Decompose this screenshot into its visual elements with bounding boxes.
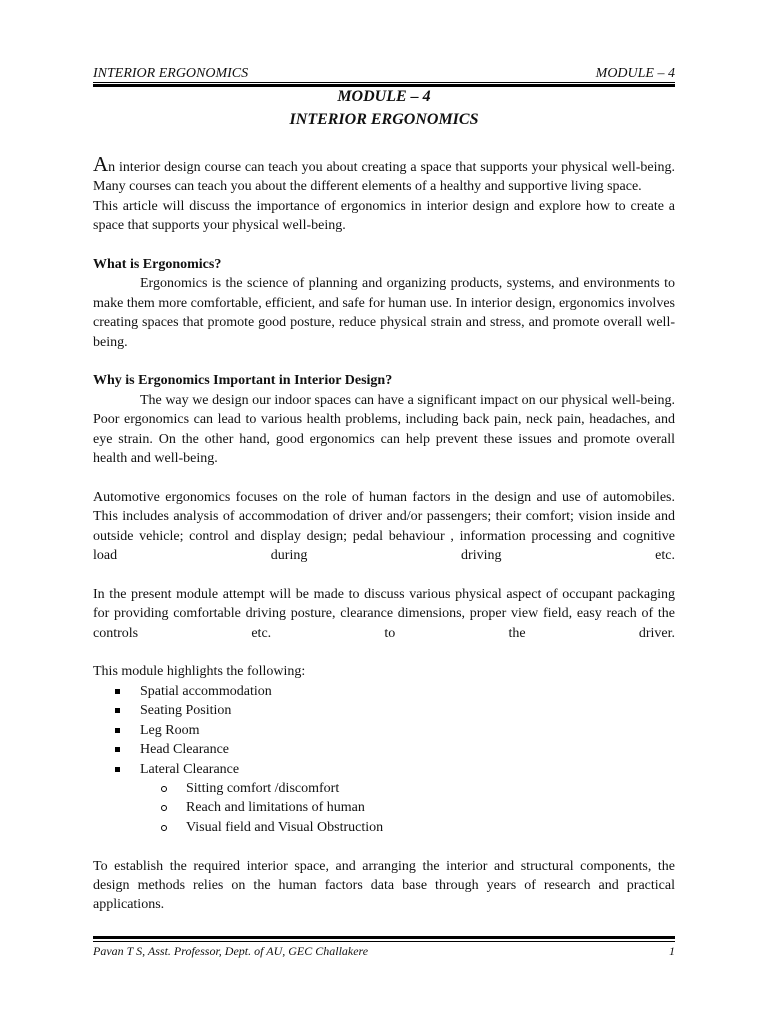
module-title: MODULE – 4	[337, 88, 431, 105]
sub-list-item: Reach and limitations of human	[93, 798, 675, 817]
section-why-important-body: The way we design our indoor spaces can have a significant impact on our physical well-being. Poor ergonomics can lead to various health problems, including back pain, neck pain, headaches, and eye strain. On the other hand, good ergonomics can help prevent these issues and promote overall health and well-being.	[93, 392, 675, 467]
closing-paragraph: To establish the required interior space, and arranging the interior and structural components, the design methods relies on the human factors data base through years of research and practical applications.	[93, 858, 675, 913]
automotive-paragraph: Automotive ergonomics focuses on the role of human factors in the design and use of automobiles. This includes analysis of accommodation of driver and/or passengers; their comfort; vision inside and outside vehicle; control and display design; pedal behaviour , information processing and cognitive load during driving etc.	[93, 489, 675, 564]
drop-cap: A	[93, 152, 109, 176]
square-bullet-icon	[115, 708, 120, 713]
sub-list	[93, 779, 675, 837]
sub-list-item: Sitting comfort /discomfort	[93, 779, 675, 798]
present-module-paragraph: In the present module attempt will be made to discuss various physical aspect of occupant packaging for providing comfortable driving posture, clearance dimensions, proper view field, easy reach of the controls etc. to the driver.	[93, 586, 675, 641]
header-right-text: MODULE – 4	[595, 66, 675, 81]
footer-author-text: Pavan T S, Asst. Professor, Dept. of AU, GEC Challakere	[93, 944, 369, 958]
circle-bullet-icon	[161, 805, 167, 811]
header-rule-thick	[93, 84, 675, 87]
intro-paragraph	[93, 152, 675, 197]
footer-rule-thick	[93, 936, 675, 939]
list-item: Lateral Clearance Sitting comfort /discomfort Reach and limitations of human Visual field and Visual Obstruction	[93, 760, 675, 838]
square-bullet-icon	[115, 689, 120, 694]
page-number: 1	[669, 944, 675, 958]
footer-rule-thin	[93, 941, 675, 942]
square-bullet-icon	[115, 767, 120, 772]
intro-paragraph-2: This article will discuss the importance of ergonomics in interior design and explore how to create a space that supports your physical well-being.	[93, 198, 675, 234]
square-bullet-icon	[115, 728, 120, 733]
list-item: Leg Room	[93, 721, 675, 740]
section-what-is-ergonomics-body: Ergonomics is the science of planning and organizing products, systems, and environments to make them more comfortable, efficient, and safe for human use. In interior design, ergonomics involves creating spaces that promote good posture, reduce physical strain and stress, and promote overall well-being.	[93, 276, 675, 350]
circle-bullet-icon	[161, 825, 167, 831]
list-item: Seating Position	[93, 701, 675, 720]
header-left-text: INTERIOR ERGONOMICS	[93, 66, 249, 81]
sub-list-item: Visual field and Visual Obstruction	[93, 818, 675, 837]
document-page	[93, 0, 675, 1024]
highlights-list	[93, 682, 675, 837]
section-heading-why-important: Why is Ergonomics Important in Interior Design?	[93, 373, 393, 389]
section-heading-what-is-ergonomics: What is Ergonomics?	[93, 257, 222, 273]
circle-bullet-icon	[161, 786, 167, 792]
module-subtitle: INTERIOR ERGONOMICS	[289, 111, 479, 128]
document-body	[93, 152, 675, 915]
list-item: Head Clearance	[93, 740, 675, 759]
square-bullet-icon	[115, 747, 120, 752]
intro-paragraph-text: n interior design course can teach you about creating a space that supports your physical well-being. Many courses can teach you about the different elements of a healthy and supportive living space.	[93, 160, 675, 195]
list-item: Spatial accommodation	[93, 682, 675, 701]
highlights-intro: This module highlights the following:	[93, 664, 306, 680]
header-rule-thin	[93, 82, 675, 83]
running-header	[93, 64, 675, 84]
